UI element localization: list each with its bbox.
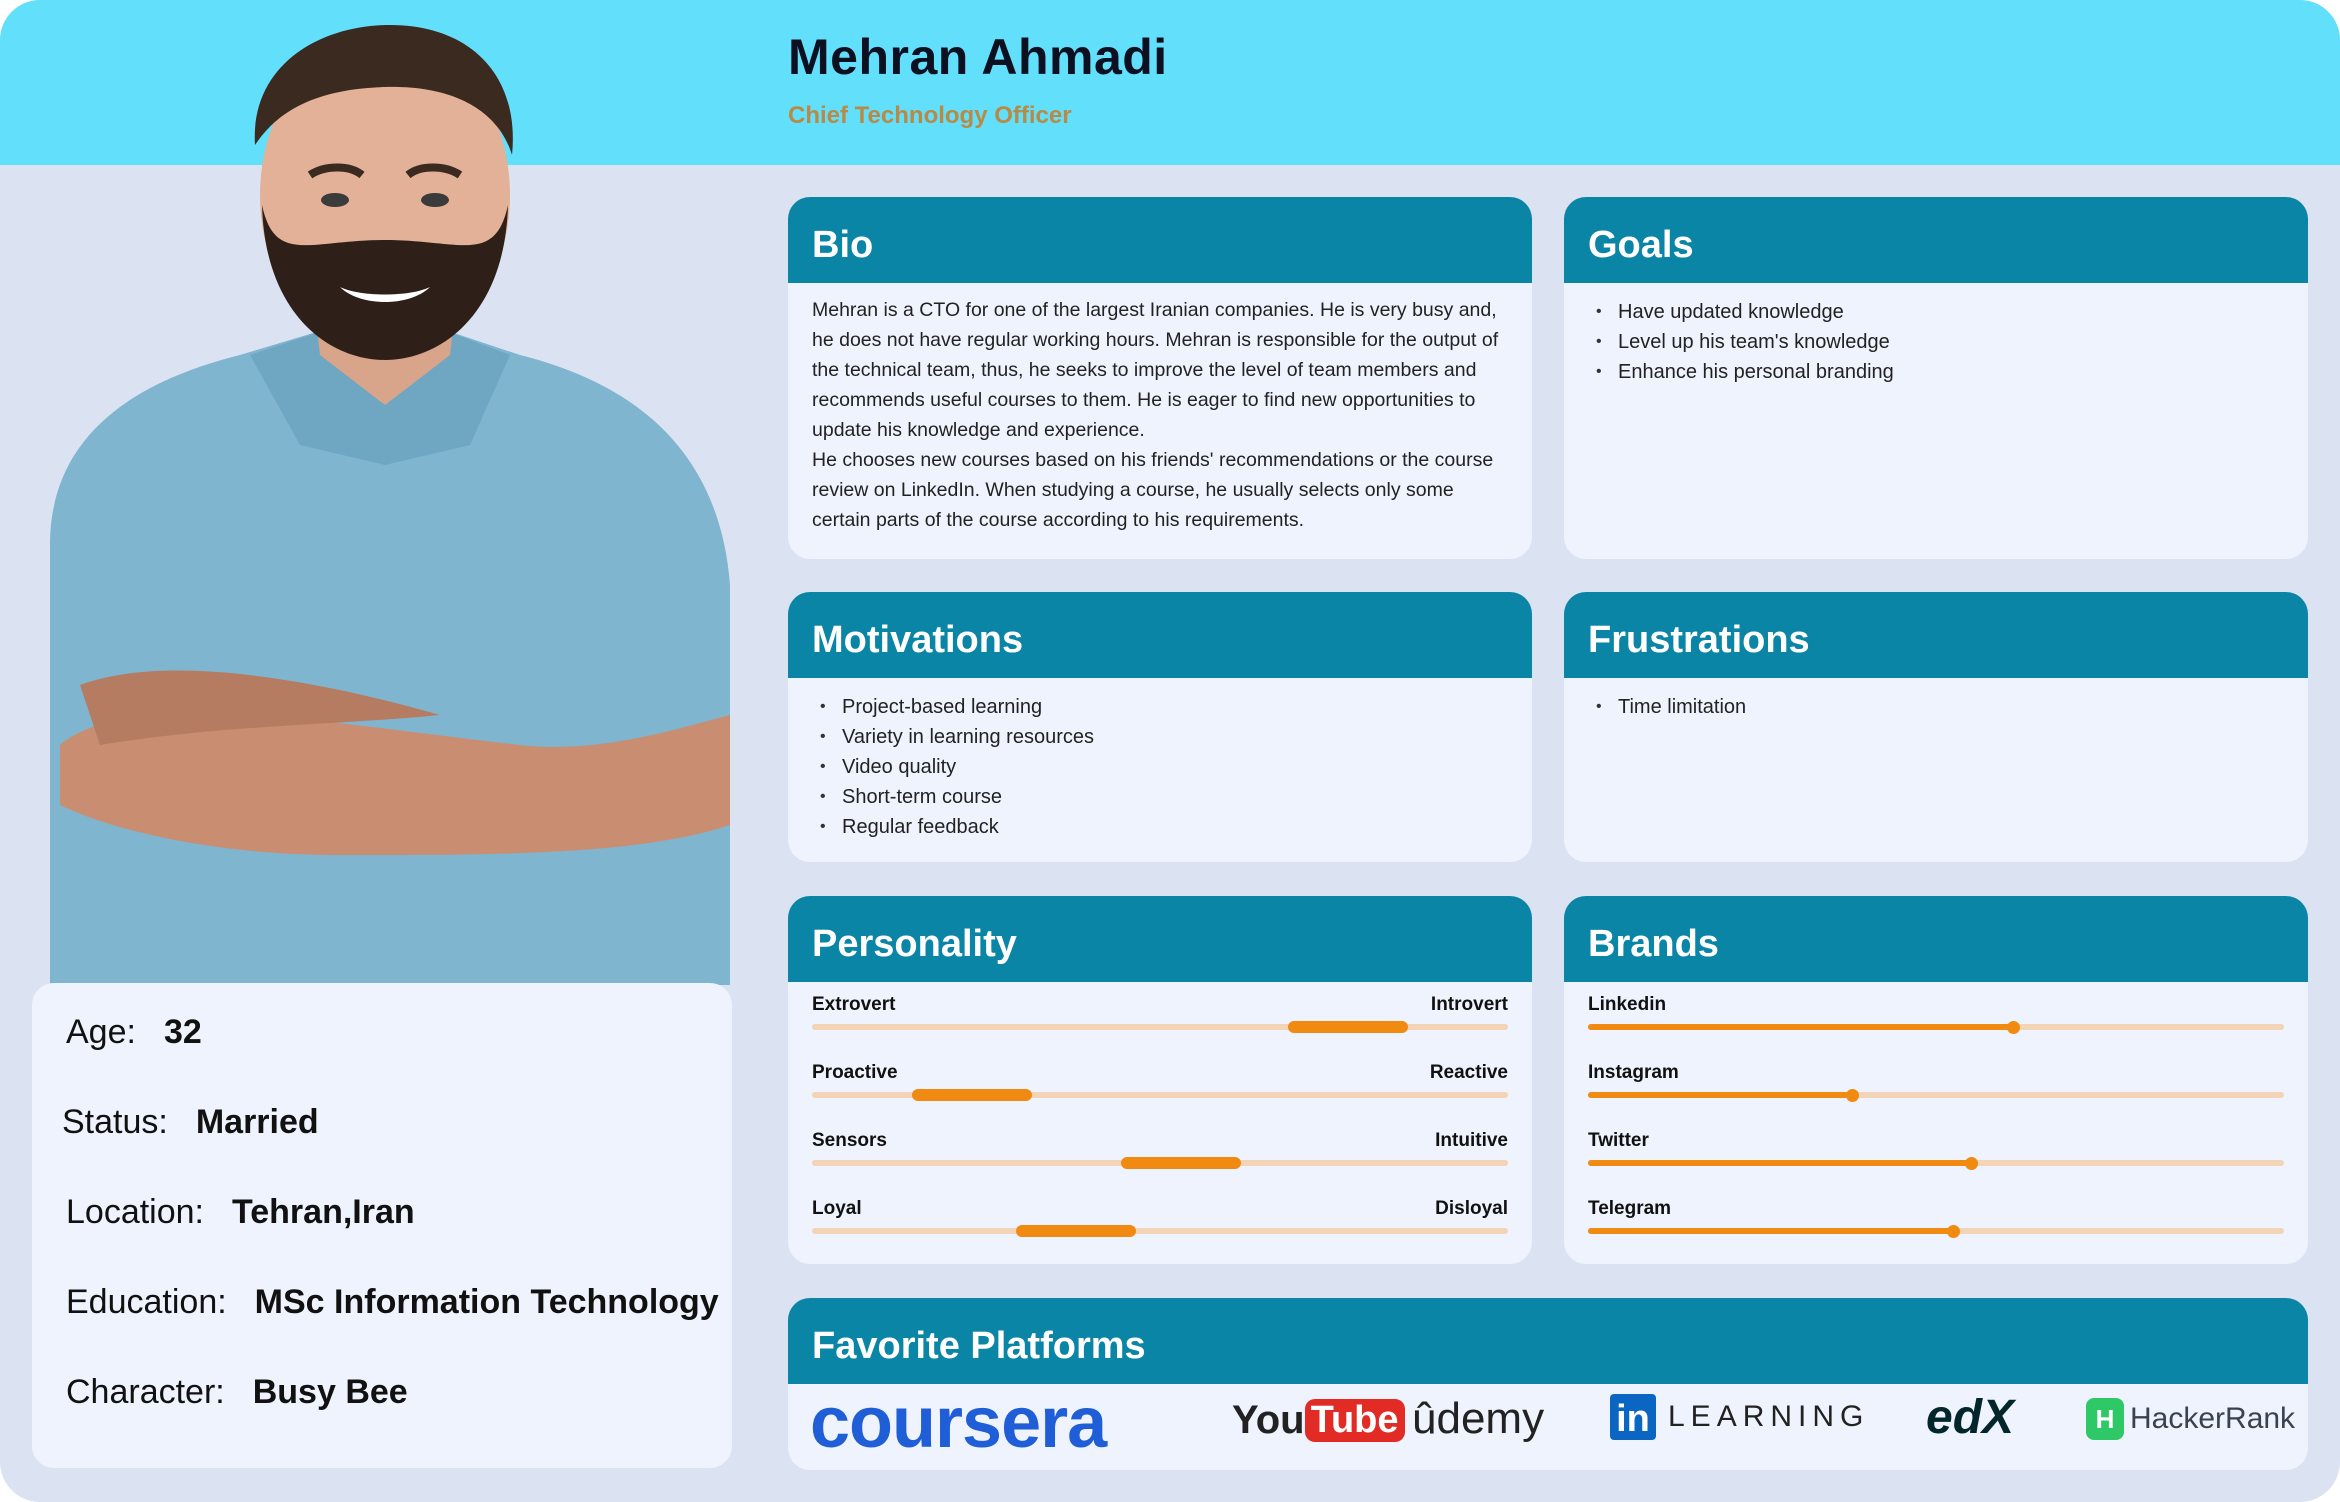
edx-logo: edX — [1926, 1391, 2015, 1444]
list-item: • Regular feedback — [812, 812, 1508, 842]
motivations-list — [812, 692, 1508, 842]
trait-track — [812, 1024, 1508, 1030]
youtube-you: You — [1232, 1398, 1305, 1442]
goals-list — [1588, 297, 2284, 387]
info-education: Education: MSc Information Technology — [66, 1283, 719, 1321]
list-item: • Have updated knowledge — [1588, 297, 2284, 327]
brand-fill — [1588, 1092, 1852, 1098]
trait-left-label: Loyal — [812, 1198, 862, 1219]
brand-track — [1588, 1092, 2284, 1098]
brand-dot — [1846, 1089, 1859, 1102]
platforms-card — [788, 1298, 2308, 1470]
trait-marker — [912, 1089, 1032, 1101]
trait-row — [812, 994, 1508, 1062]
linkedin-learning-text: LEARNING — [1668, 1400, 1870, 1433]
trait-right-label: Intuitive — [1435, 1130, 1508, 1151]
list-item: • Video quality — [812, 752, 1508, 782]
bio-paragraph-1: Mehran is a CTO for one of the largest Iranian companies. He is very busy and, he does not have regular working hours. Mehran is responsible for the output of the technical team, thus, he seeks to improve the level of team members and recommends useful courses to them. He is eager to find new opportunities to update his knowledge and experience. — [812, 299, 1499, 441]
personality-title: Personality — [788, 896, 1532, 982]
persona-photo — [40, 25, 730, 985]
platforms-title: Favorite Platforms — [788, 1298, 2308, 1384]
info-location: Location: Tehran,Iran — [66, 1193, 415, 1231]
trait-right-label: Reactive — [1429, 1062, 1508, 1083]
coursera-logo: coursera — [810, 1383, 1107, 1463]
brand-row — [1588, 1198, 2284, 1264]
brand-track — [1588, 1160, 2284, 1166]
info-character: Character: Busy Bee — [66, 1373, 408, 1411]
personality-card — [788, 896, 1532, 1264]
brand-row — [1588, 1130, 2284, 1198]
brand-dot — [1947, 1225, 1960, 1238]
bio-title: Bio — [788, 197, 1532, 283]
goals-title: Goals — [1564, 197, 2308, 283]
brand-dot — [1965, 1157, 1978, 1170]
trait-track — [812, 1160, 1508, 1166]
list-item: • Time limitation — [1588, 692, 2284, 722]
brand-row — [1588, 994, 2284, 1062]
trait-row — [812, 1198, 1508, 1264]
brand-row — [1588, 1062, 2284, 1130]
hackerrank-icon: H — [2086, 1398, 2124, 1440]
hackerrank-text: HackerRank — [2130, 1402, 2296, 1435]
bio-paragraph-2: He chooses new courses based on his friends' recommendations or the course review on LinkedIn. When studying a course, he usually selects only some certain parts of the course according to his requirements. — [812, 449, 1494, 531]
youtube-tube: Tube — [1305, 1399, 1405, 1442]
frustrations-title: Frustrations — [1564, 592, 2308, 678]
brands-card — [1564, 896, 2308, 1264]
frustrations-list — [1588, 692, 2284, 722]
list-item: • Short-term course — [812, 782, 1508, 812]
linkedin-icon: in — [1610, 1394, 1656, 1440]
list-item: • Level up his team's knowledge — [1588, 327, 2284, 357]
trait-track — [812, 1228, 1508, 1234]
list-item: • Variety in learning resources — [812, 722, 1508, 752]
brand-track — [1588, 1024, 2284, 1030]
info-card — [32, 983, 732, 1468]
brand-dot — [2007, 1021, 2020, 1034]
trait-track — [812, 1092, 1508, 1098]
brand-label: Telegram — [1588, 1198, 1672, 1219]
info-age: Age: 32 — [66, 1013, 202, 1051]
bio-text — [788, 281, 1532, 535]
goals-card — [1564, 197, 2308, 559]
motivations-card — [788, 592, 1532, 862]
frustrations-card — [1564, 592, 2308, 862]
list-item: • Project-based learning — [812, 692, 1508, 722]
trait-left-label: Extrovert — [812, 994, 896, 1015]
persona-name: Mehran Ahmadi — [788, 29, 1168, 85]
brands-title: Brands — [1564, 896, 2308, 982]
motivations-title: Motivations — [788, 592, 1532, 678]
trait-row — [812, 1062, 1508, 1130]
bio-card — [788, 197, 1532, 559]
hackerrank-logo — [2086, 1398, 2295, 1444]
info-status: Status: Married — [62, 1103, 319, 1141]
brand-fill — [1588, 1228, 1953, 1234]
brand-label: Twitter — [1588, 1130, 1649, 1151]
brand-fill — [1588, 1160, 1971, 1166]
trait-left-label: Sensors — [812, 1130, 887, 1151]
linkedin-learning-logo — [1610, 1394, 1869, 1448]
list-item: • Enhance his personal branding — [1588, 357, 2284, 387]
brand-label: Instagram — [1588, 1062, 1679, 1083]
platform-logos — [788, 1384, 2308, 1470]
trait-row — [812, 1130, 1508, 1198]
trait-marker — [1288, 1021, 1408, 1033]
trait-marker — [1016, 1225, 1136, 1237]
trait-left-label: Proactive — [812, 1062, 898, 1083]
udemy-logo: ûdemy — [1412, 1394, 1545, 1443]
brand-label: Linkedin — [1588, 994, 1667, 1015]
youtube-logo — [1232, 1398, 1405, 1448]
trait-right-label: Disloyal — [1435, 1198, 1508, 1219]
trait-right-label: Introvert — [1430, 994, 1508, 1015]
brand-track — [1588, 1228, 2284, 1234]
trait-marker — [1121, 1157, 1241, 1169]
brand-fill — [1588, 1024, 2013, 1030]
persona-role: Chief Technology Officer — [788, 102, 1072, 129]
